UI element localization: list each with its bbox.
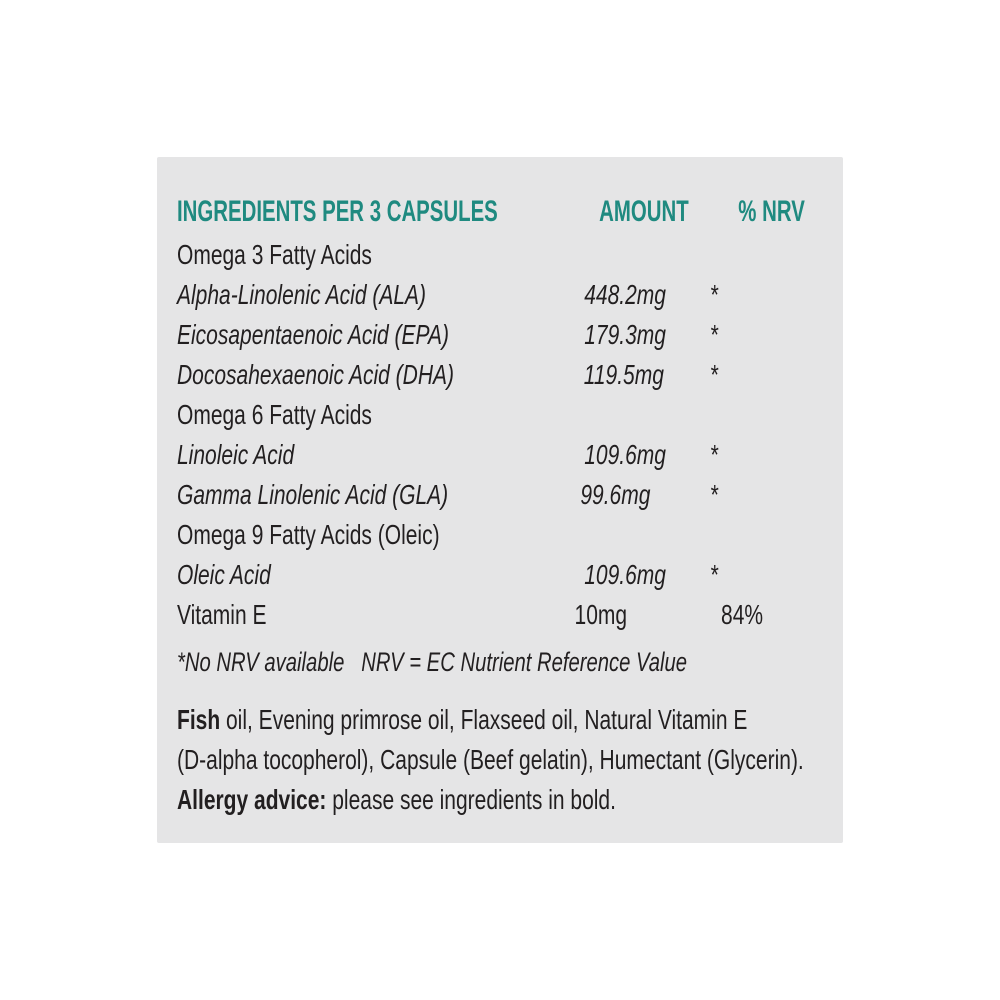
ingredient-amount: 179.3mg (584, 318, 666, 350)
bold-text-segment: Allergy advice: (177, 784, 327, 816)
ingredient-nrv: * (709, 318, 718, 350)
ingredient-nrv: 84% (721, 598, 764, 630)
ingredient-nrv: * (709, 278, 718, 310)
allergy-advice-line-text (177, 784, 616, 816)
table-row (177, 275, 813, 315)
ingredient-name: Alpha-Linolenic Acid (ALA) (177, 278, 427, 310)
supplement-facts-panel (157, 157, 843, 843)
ingredients-line-text (177, 704, 747, 736)
ingredient-nrv: * (709, 478, 718, 510)
text-segment: please see ingredients in bold. (326, 784, 616, 816)
table-row (177, 475, 813, 515)
column-header-nrv: % NRV (738, 194, 805, 228)
text-segment: (D-alpha tocopherol), Capsule (Beef gelatin), Humectant (Glycerin). (177, 744, 804, 776)
table-row (177, 315, 813, 355)
ingredient-name: Docosahexaenoic Acid (DHA) (177, 358, 455, 390)
ingredient-name: Vitamin E (177, 598, 267, 630)
table-header-row (177, 189, 813, 235)
ingredient-nrv: * (709, 558, 718, 590)
ingredient-name: Oleic Acid (177, 558, 271, 590)
ingredient-nrv: * (709, 438, 718, 470)
column-header-ingredients: INGREDIENTS PER 3 CAPSULES (177, 194, 498, 228)
ingredient-amount: 109.6mg (584, 558, 666, 590)
table-row (177, 235, 813, 275)
ingredient-amount: 448.2mg (584, 278, 666, 310)
ingredient-name: Gamma Linolenic Acid (GLA) (177, 478, 449, 510)
allergy-advice-line (177, 784, 813, 824)
nrv-footnote-text: *No NRV available NRV = EC Nutrient Reference Value (177, 647, 688, 677)
ingredient-amount: 10mg (574, 598, 628, 630)
ingredient-name: Omega 3 Fatty Acids (177, 238, 372, 270)
ingredients-line (177, 704, 813, 744)
ingredient-name: Eicosapentaenoic Acid (EPA) (177, 318, 449, 350)
ingredient-amount: 99.6mg (580, 478, 651, 510)
table-row (177, 355, 813, 395)
ingredient-amount: 119.5mg (583, 358, 664, 390)
nrv-footnote (177, 647, 813, 678)
table-row (177, 595, 813, 635)
table-row (177, 435, 813, 475)
ingredient-name: Omega 9 Fatty Acids (Oleic) (177, 518, 440, 550)
ingredient-amount: 109.6mg (584, 438, 666, 470)
ingredient-name: Linoleic Acid (177, 438, 295, 470)
ingredients-line (177, 744, 813, 784)
ingredients-line-text (177, 744, 804, 776)
ingredients-table (177, 189, 813, 635)
bold-text-segment: Fish (177, 704, 221, 736)
ingredients-paragraph (177, 704, 813, 824)
text-segment: oil, Evening primrose oil, Flaxseed oil, Natural Vitamin E (220, 704, 748, 736)
table-row (177, 395, 813, 435)
column-header-amount: AMOUNT (599, 194, 689, 228)
ingredient-nrv: * (709, 358, 718, 390)
table-row (177, 555, 813, 595)
ingredient-name: Omega 6 Fatty Acids (177, 398, 372, 430)
table-row (177, 515, 813, 555)
